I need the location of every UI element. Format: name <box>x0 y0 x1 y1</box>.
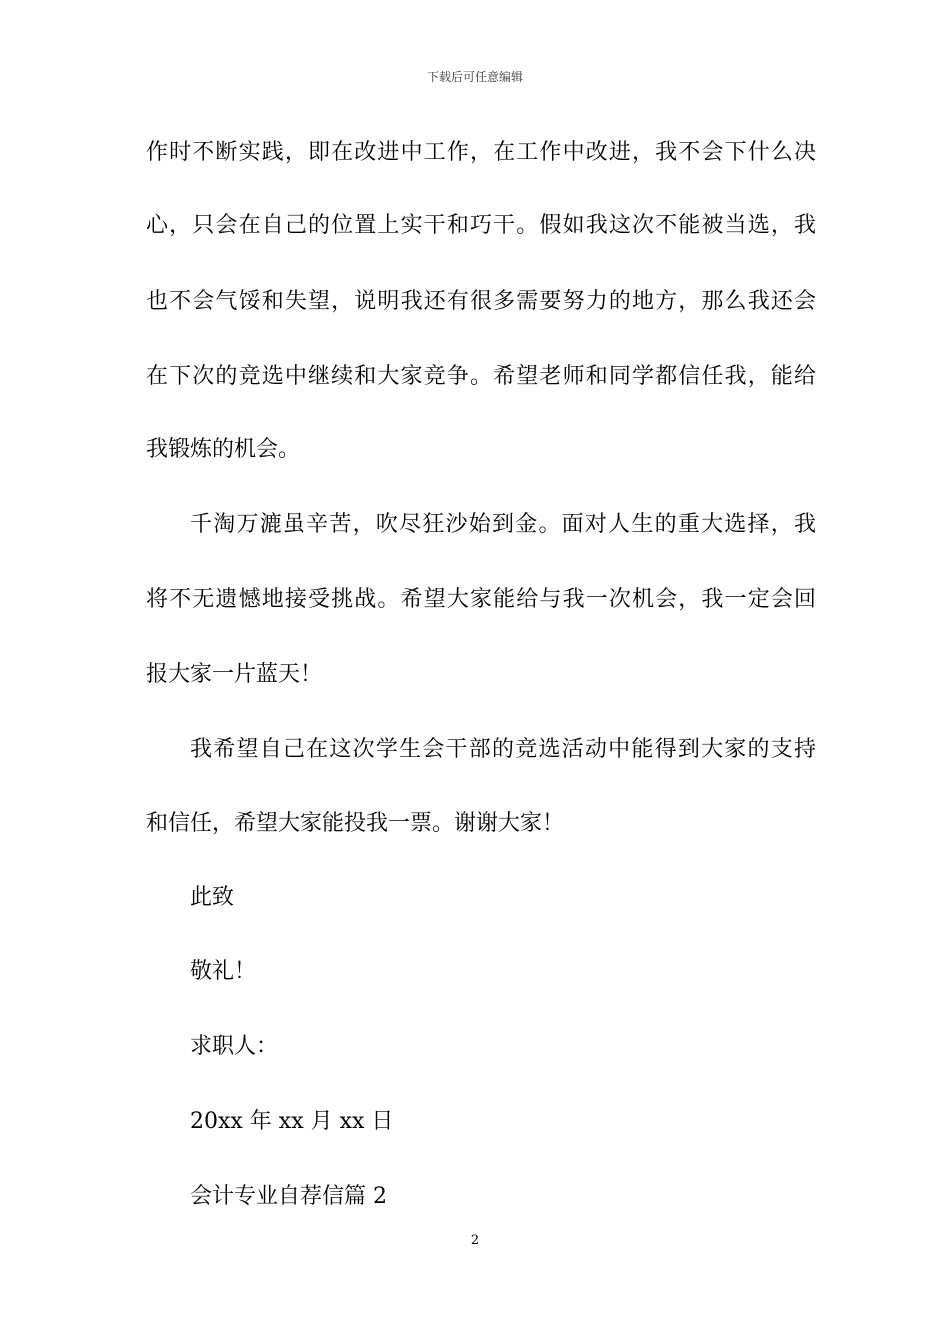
applicant-label: 求职人： <box>190 1034 279 1059</box>
section-title: 会计专业自荐信篇 2 <box>190 1184 387 1209</box>
body-line: 也不会气馁和失望，说明我还有很多需要努力的地方，那么我还会 <box>146 289 816 314</box>
body-line: 千淘万漉虽辛苦，吹尽狂沙始到金。面对人生的重大选择，我 <box>190 512 816 537</box>
body-line: 心，只会在自己的位置上实干和巧干。假如我这次不能被当选，我 <box>146 213 816 238</box>
header-note: 下载后可任意编辑 <box>426 70 523 84</box>
closing-regards: 敬礼！ <box>190 959 257 984</box>
page-number: 2 <box>470 1233 480 1248</box>
body-line: 我希望自己在这次学生会干部的竞选活动中能得到大家的支持 <box>190 737 816 762</box>
date-line: 20xx 年 xx 月 xx 日 <box>190 1109 394 1134</box>
closing-salutation: 此致 <box>190 885 235 910</box>
body-line: 作时不断实践，即在改进中工作，在工作中改进，我不会下什么决 <box>146 140 816 165</box>
body-line: 报大家一片蓝天！ <box>146 662 323 687</box>
body-line: 和信任，希望大家能投我一票。谢谢大家！ <box>146 811 565 836</box>
body-line: 将不无遗憾地接受挑战。希望大家能给与我一次机会，我一定会回 <box>146 587 816 612</box>
body-line: 在下次的竞选中继续和大家竞争。希望老师和同学都信任我，能给 <box>146 364 816 389</box>
body-line: 我锻炼的机会。 <box>146 437 301 462</box>
